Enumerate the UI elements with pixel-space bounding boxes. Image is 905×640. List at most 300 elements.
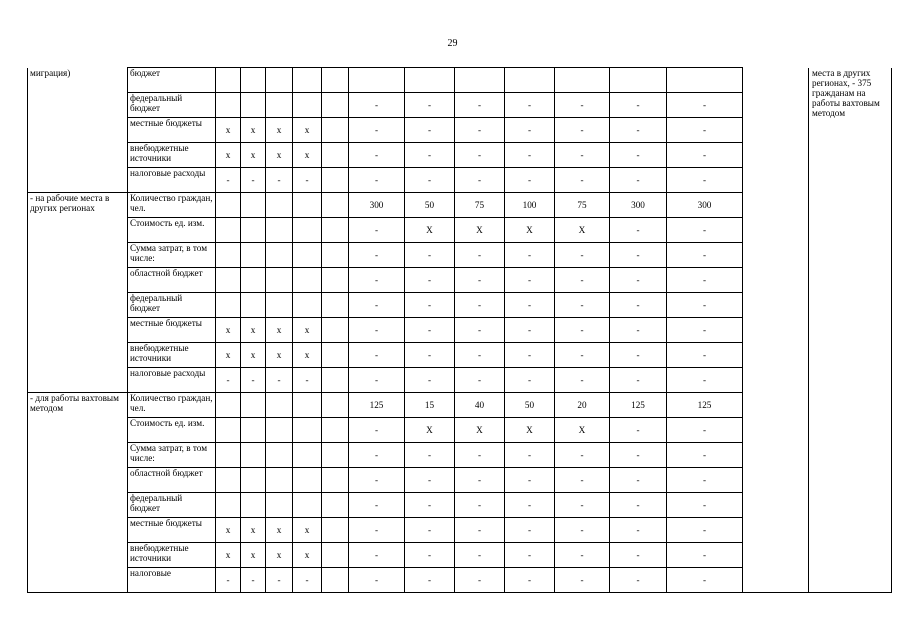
marker-cell bbox=[241, 243, 266, 268]
marker-cell bbox=[241, 418, 266, 443]
value-cell bbox=[667, 68, 743, 93]
group-label-cell bbox=[28, 268, 128, 293]
marker-cell bbox=[293, 93, 322, 118]
value-cell: - bbox=[667, 168, 743, 193]
value-cell: - bbox=[349, 218, 405, 243]
marker-cell: - bbox=[266, 568, 293, 593]
row-label: бюджет bbox=[128, 68, 216, 93]
value-cell: - bbox=[349, 543, 405, 568]
value-cell bbox=[405, 68, 455, 93]
value-cell: 40 bbox=[455, 393, 505, 418]
value-cell: - bbox=[667, 318, 743, 343]
value-cell: - bbox=[610, 343, 667, 368]
value-cell: X bbox=[405, 218, 455, 243]
row-label: внебюджетные источники bbox=[128, 143, 216, 168]
group-label-cell bbox=[28, 518, 128, 543]
spacer-cell bbox=[322, 93, 349, 118]
value-cell: - bbox=[610, 468, 667, 493]
row-label: Количество граждан, чел. bbox=[128, 193, 216, 218]
value-cell: - bbox=[455, 518, 505, 543]
value-cell: - bbox=[667, 418, 743, 443]
value-cell: X bbox=[555, 418, 610, 443]
marker-cell: - bbox=[293, 168, 322, 193]
value-cell: - bbox=[405, 518, 455, 543]
row-label: федеральный бюджет bbox=[128, 293, 216, 318]
value-cell: 75 bbox=[555, 193, 610, 218]
group-label-cell bbox=[28, 168, 128, 193]
value-cell: - bbox=[667, 368, 743, 393]
marker-cell: x bbox=[266, 318, 293, 343]
group-label-cell bbox=[28, 418, 128, 443]
group-label: - на рабочие места в других регионах bbox=[30, 193, 110, 213]
marker-cell: x bbox=[293, 118, 322, 143]
marker-cell bbox=[293, 468, 322, 493]
value-cell: - bbox=[555, 243, 610, 268]
row-label: налоговые расходы bbox=[128, 368, 216, 393]
value-cell: - bbox=[610, 418, 667, 443]
marker-cell bbox=[293, 193, 322, 218]
spacer-cell bbox=[322, 118, 349, 143]
marker-cell: x bbox=[266, 343, 293, 368]
value-cell: - bbox=[610, 168, 667, 193]
spacer-cell bbox=[322, 368, 349, 393]
value-cell: - bbox=[455, 243, 505, 268]
value-cell: - bbox=[555, 343, 610, 368]
value-cell: - bbox=[405, 318, 455, 343]
value-cell: X bbox=[505, 218, 555, 243]
value-cell: - bbox=[455, 468, 505, 493]
value-cell: - bbox=[505, 368, 555, 393]
spacer-cell bbox=[322, 168, 349, 193]
value-cell: - bbox=[349, 93, 405, 118]
value-cell: - bbox=[455, 343, 505, 368]
value-cell: 20 bbox=[555, 393, 610, 418]
marker-cell: x bbox=[216, 118, 241, 143]
marker-cell bbox=[266, 218, 293, 243]
marker-cell: - bbox=[216, 168, 241, 193]
row-label: федеральный бюджет bbox=[128, 93, 216, 118]
marker-cell: - bbox=[293, 368, 322, 393]
marker-cell: x bbox=[241, 318, 266, 343]
value-cell: - bbox=[405, 443, 455, 468]
spacer-cell bbox=[322, 543, 349, 568]
value-cell: 15 bbox=[405, 393, 455, 418]
value-cell: - bbox=[405, 243, 455, 268]
value-cell: - bbox=[455, 93, 505, 118]
page-number: 29 bbox=[447, 38, 458, 49]
marker-cell bbox=[293, 293, 322, 318]
value-cell: - bbox=[505, 443, 555, 468]
spacer-cell bbox=[322, 418, 349, 443]
value-cell: - bbox=[667, 293, 743, 318]
row-label: местные бюджеты bbox=[128, 118, 216, 143]
table-row bbox=[28, 68, 892, 93]
value-cell: - bbox=[455, 293, 505, 318]
spacer-cell bbox=[322, 68, 349, 93]
marker-cell bbox=[216, 443, 241, 468]
spacer-cell bbox=[322, 193, 349, 218]
value-cell: - bbox=[555, 368, 610, 393]
value-cell: - bbox=[455, 118, 505, 143]
group-label-cell bbox=[28, 543, 128, 568]
table-body bbox=[28, 68, 892, 593]
spacer-cell bbox=[322, 343, 349, 368]
value-cell: 50 bbox=[405, 193, 455, 218]
marker-cell bbox=[216, 68, 241, 93]
row-label: федеральный бюджет bbox=[128, 493, 216, 518]
value-cell: - bbox=[349, 493, 405, 518]
value-cell: - bbox=[610, 368, 667, 393]
value-cell: X bbox=[555, 218, 610, 243]
marker-cell bbox=[293, 443, 322, 468]
row-label: внебюджетные источники bbox=[128, 543, 216, 568]
value-cell: - bbox=[555, 318, 610, 343]
row-label: Стоимость ед. изм. bbox=[128, 418, 216, 443]
value-cell: X bbox=[455, 218, 505, 243]
value-cell: - bbox=[349, 118, 405, 143]
marker-cell: x bbox=[241, 343, 266, 368]
marker-cell: x bbox=[216, 318, 241, 343]
group-label-cell bbox=[28, 143, 128, 168]
value-cell: - bbox=[555, 443, 610, 468]
group-label-cell bbox=[28, 568, 128, 593]
marker-cell: x bbox=[266, 518, 293, 543]
marker-cell bbox=[216, 493, 241, 518]
value-cell: - bbox=[405, 168, 455, 193]
marker-cell: x bbox=[293, 518, 322, 543]
value-cell: - bbox=[405, 468, 455, 493]
marker-cell bbox=[293, 493, 322, 518]
group-label-cell bbox=[28, 93, 128, 118]
group-label-cell bbox=[28, 293, 128, 318]
value-cell: - bbox=[610, 443, 667, 468]
value-cell: - bbox=[555, 468, 610, 493]
marker-cell: - bbox=[266, 368, 293, 393]
value-cell: - bbox=[405, 93, 455, 118]
group-label-cell bbox=[28, 443, 128, 468]
group-label-cell bbox=[28, 118, 128, 143]
value-cell: - bbox=[349, 568, 405, 593]
value-cell: - bbox=[667, 493, 743, 518]
marker-cell: x bbox=[241, 143, 266, 168]
value-cell: - bbox=[505, 318, 555, 343]
marker-cell bbox=[241, 493, 266, 518]
marker-cell bbox=[241, 443, 266, 468]
value-cell: - bbox=[667, 343, 743, 368]
marker-cell: x bbox=[293, 143, 322, 168]
value-cell: - bbox=[555, 93, 610, 118]
value-cell: 300 bbox=[667, 193, 743, 218]
value-cell: - bbox=[667, 93, 743, 118]
group-label-cell bbox=[28, 493, 128, 518]
marker-cell: x bbox=[293, 318, 322, 343]
value-cell: 75 bbox=[455, 193, 505, 218]
value-cell: - bbox=[610, 543, 667, 568]
spacer-cell bbox=[322, 568, 349, 593]
value-cell: - bbox=[455, 493, 505, 518]
row-label: областной бюджет bbox=[128, 468, 216, 493]
spacer-cell bbox=[322, 218, 349, 243]
value-cell: X bbox=[505, 418, 555, 443]
value-cell: 125 bbox=[349, 393, 405, 418]
value-cell: - bbox=[505, 268, 555, 293]
value-cell: - bbox=[610, 118, 667, 143]
value-cell: - bbox=[610, 243, 667, 268]
spacer-cell bbox=[322, 443, 349, 468]
marker-cell bbox=[266, 493, 293, 518]
row-label: Сумма затрат, в том числе: bbox=[128, 443, 216, 468]
value-cell: - bbox=[455, 318, 505, 343]
value-cell bbox=[455, 68, 505, 93]
value-cell: - bbox=[505, 343, 555, 368]
marker-cell bbox=[293, 418, 322, 443]
marker-cell bbox=[216, 418, 241, 443]
value-cell: 125 bbox=[610, 393, 667, 418]
value-cell: - bbox=[349, 518, 405, 543]
marker-cell bbox=[241, 68, 266, 93]
marker-cell bbox=[266, 418, 293, 443]
marker-cell bbox=[216, 468, 241, 493]
value-cell: - bbox=[610, 143, 667, 168]
value-cell: - bbox=[505, 568, 555, 593]
marker-cell: x bbox=[216, 343, 241, 368]
value-cell: - bbox=[349, 318, 405, 343]
row-label: областной бюджет bbox=[128, 268, 216, 293]
value-cell: - bbox=[505, 493, 555, 518]
spacer-cell bbox=[322, 318, 349, 343]
group-label-cell bbox=[28, 243, 128, 268]
value-cell: - bbox=[505, 243, 555, 268]
spacer-cell bbox=[322, 468, 349, 493]
value-cell: - bbox=[505, 168, 555, 193]
marker-cell bbox=[216, 243, 241, 268]
value-cell: - bbox=[505, 293, 555, 318]
marker-cell: x bbox=[216, 143, 241, 168]
value-cell: - bbox=[405, 143, 455, 168]
value-cell: - bbox=[405, 343, 455, 368]
marker-cell bbox=[216, 218, 241, 243]
marker-cell: - bbox=[241, 568, 266, 593]
marker-cell: x bbox=[216, 518, 241, 543]
value-cell bbox=[505, 68, 555, 93]
value-cell: - bbox=[405, 118, 455, 143]
marker-cell bbox=[241, 193, 266, 218]
group-label-cell bbox=[28, 193, 128, 218]
row-label: Сумма затрат, в том числе: bbox=[128, 243, 216, 268]
value-cell: - bbox=[455, 543, 505, 568]
value-cell: - bbox=[610, 293, 667, 318]
marker-cell: x bbox=[216, 543, 241, 568]
value-cell: - bbox=[610, 93, 667, 118]
value-cell: - bbox=[610, 218, 667, 243]
value-cell: - bbox=[349, 268, 405, 293]
marker-cell bbox=[266, 243, 293, 268]
row-label: налоговые расходы bbox=[128, 168, 216, 193]
value-cell: - bbox=[405, 293, 455, 318]
value-cell: - bbox=[555, 518, 610, 543]
value-cell: X bbox=[455, 418, 505, 443]
marker-cell: x bbox=[293, 343, 322, 368]
value-cell: - bbox=[349, 243, 405, 268]
value-cell bbox=[349, 68, 405, 93]
group-label-cell bbox=[28, 468, 128, 493]
marker-cell bbox=[216, 193, 241, 218]
value-cell: - bbox=[667, 118, 743, 143]
value-cell: - bbox=[555, 143, 610, 168]
marker-cell bbox=[293, 68, 322, 93]
value-cell: - bbox=[555, 568, 610, 593]
value-cell: - bbox=[405, 543, 455, 568]
group-label-cell bbox=[28, 318, 128, 343]
budget-table bbox=[27, 67, 892, 593]
marker-cell bbox=[266, 293, 293, 318]
value-cell: - bbox=[667, 518, 743, 543]
spacer-cell bbox=[322, 268, 349, 293]
value-cell: - bbox=[610, 268, 667, 293]
value-cell: - bbox=[555, 118, 610, 143]
value-cell: - bbox=[555, 493, 610, 518]
marker-cell: - bbox=[266, 168, 293, 193]
marker-cell: x bbox=[266, 118, 293, 143]
spacer-cell bbox=[322, 293, 349, 318]
value-cell: 300 bbox=[349, 193, 405, 218]
value-cell: - bbox=[667, 443, 743, 468]
marker-cell: - bbox=[293, 568, 322, 593]
value-cell: - bbox=[349, 368, 405, 393]
value-cell: 50 bbox=[505, 393, 555, 418]
value-cell: - bbox=[455, 568, 505, 593]
value-cell: - bbox=[349, 293, 405, 318]
value-cell: - bbox=[610, 518, 667, 543]
spacer-cell bbox=[322, 143, 349, 168]
row-label: внебюджетные источники bbox=[128, 343, 216, 368]
marker-cell: x bbox=[266, 543, 293, 568]
spacer-cell bbox=[322, 243, 349, 268]
value-cell: - bbox=[405, 368, 455, 393]
value-cell: - bbox=[555, 168, 610, 193]
value-cell: - bbox=[349, 343, 405, 368]
marker-cell bbox=[241, 393, 266, 418]
marker-cell bbox=[216, 293, 241, 318]
marker-cell bbox=[241, 218, 266, 243]
value-cell: 100 bbox=[505, 193, 555, 218]
marker-cell: - bbox=[216, 568, 241, 593]
group-label-cell bbox=[28, 368, 128, 393]
value-cell bbox=[555, 68, 610, 93]
value-cell: - bbox=[610, 318, 667, 343]
spacer-cell bbox=[322, 393, 349, 418]
value-cell: - bbox=[555, 293, 610, 318]
value-cell: - bbox=[505, 518, 555, 543]
marker-cell: x bbox=[293, 543, 322, 568]
value-cell: - bbox=[455, 143, 505, 168]
value-cell: - bbox=[667, 268, 743, 293]
value-cell: - bbox=[505, 118, 555, 143]
row-label: Стоимость ед. изм. bbox=[128, 218, 216, 243]
value-cell: - bbox=[667, 218, 743, 243]
group-label-cell bbox=[28, 68, 128, 93]
value-cell: - bbox=[405, 493, 455, 518]
value-cell: - bbox=[555, 543, 610, 568]
marker-cell bbox=[241, 468, 266, 493]
marker-cell bbox=[266, 393, 293, 418]
marker-cell: - bbox=[216, 368, 241, 393]
value-cell: - bbox=[455, 268, 505, 293]
marker-cell bbox=[266, 468, 293, 493]
marker-cell bbox=[241, 268, 266, 293]
marker-cell: x bbox=[266, 143, 293, 168]
value-cell: - bbox=[349, 418, 405, 443]
group-label-cell bbox=[28, 218, 128, 243]
value-cell: - bbox=[610, 568, 667, 593]
value-cell: - bbox=[667, 143, 743, 168]
row-label: Количество граждан, чел. bbox=[128, 393, 216, 418]
marker-cell bbox=[216, 268, 241, 293]
value-cell: - bbox=[667, 243, 743, 268]
marker-cell bbox=[241, 293, 266, 318]
marker-cell bbox=[293, 393, 322, 418]
value-cell: - bbox=[505, 93, 555, 118]
marker-cell: x bbox=[241, 118, 266, 143]
value-cell: - bbox=[455, 368, 505, 393]
group-label-cell bbox=[28, 343, 128, 368]
marker-cell: x bbox=[241, 518, 266, 543]
group-label: миграция) bbox=[30, 67, 71, 78]
value-cell: - bbox=[405, 568, 455, 593]
marker-cell bbox=[293, 268, 322, 293]
marker-cell bbox=[216, 93, 241, 118]
marker-cell bbox=[266, 193, 293, 218]
value-cell: - bbox=[667, 568, 743, 593]
row-label: налоговые bbox=[128, 568, 216, 593]
value-cell: - bbox=[610, 493, 667, 518]
value-cell: - bbox=[505, 468, 555, 493]
spacer-cell bbox=[322, 493, 349, 518]
value-cell: - bbox=[349, 443, 405, 468]
marker-cell: x bbox=[241, 543, 266, 568]
note-cell: места в других регионах, - 375 гражданам на работы вахтовым методом bbox=[809, 68, 892, 593]
marker-cell: - bbox=[241, 368, 266, 393]
value-cell: - bbox=[667, 543, 743, 568]
value-cell: - bbox=[405, 268, 455, 293]
value-cell: - bbox=[667, 468, 743, 493]
group-label: - для работы вахтовым методом bbox=[30, 393, 119, 413]
value-cell: - bbox=[349, 468, 405, 493]
marker-cell bbox=[216, 393, 241, 418]
row-label: местные бюджеты bbox=[128, 518, 216, 543]
value-cell: - bbox=[555, 268, 610, 293]
value-cell: - bbox=[349, 168, 405, 193]
value-cell bbox=[610, 68, 667, 93]
value-cell: 300 bbox=[610, 193, 667, 218]
spacer-cell bbox=[322, 518, 349, 543]
blank-column bbox=[743, 68, 809, 593]
value-cell: - bbox=[455, 168, 505, 193]
value-cell: - bbox=[349, 143, 405, 168]
row-label: местные бюджеты bbox=[128, 318, 216, 343]
value-cell: - bbox=[505, 143, 555, 168]
value-cell: - bbox=[455, 443, 505, 468]
value-cell: X bbox=[405, 418, 455, 443]
marker-cell bbox=[266, 443, 293, 468]
marker-cell: - bbox=[241, 168, 266, 193]
value-cell: 125 bbox=[667, 393, 743, 418]
value-cell: - bbox=[505, 543, 555, 568]
marker-cell bbox=[293, 243, 322, 268]
marker-cell bbox=[293, 218, 322, 243]
marker-cell bbox=[266, 268, 293, 293]
group-label-cell bbox=[28, 393, 128, 418]
